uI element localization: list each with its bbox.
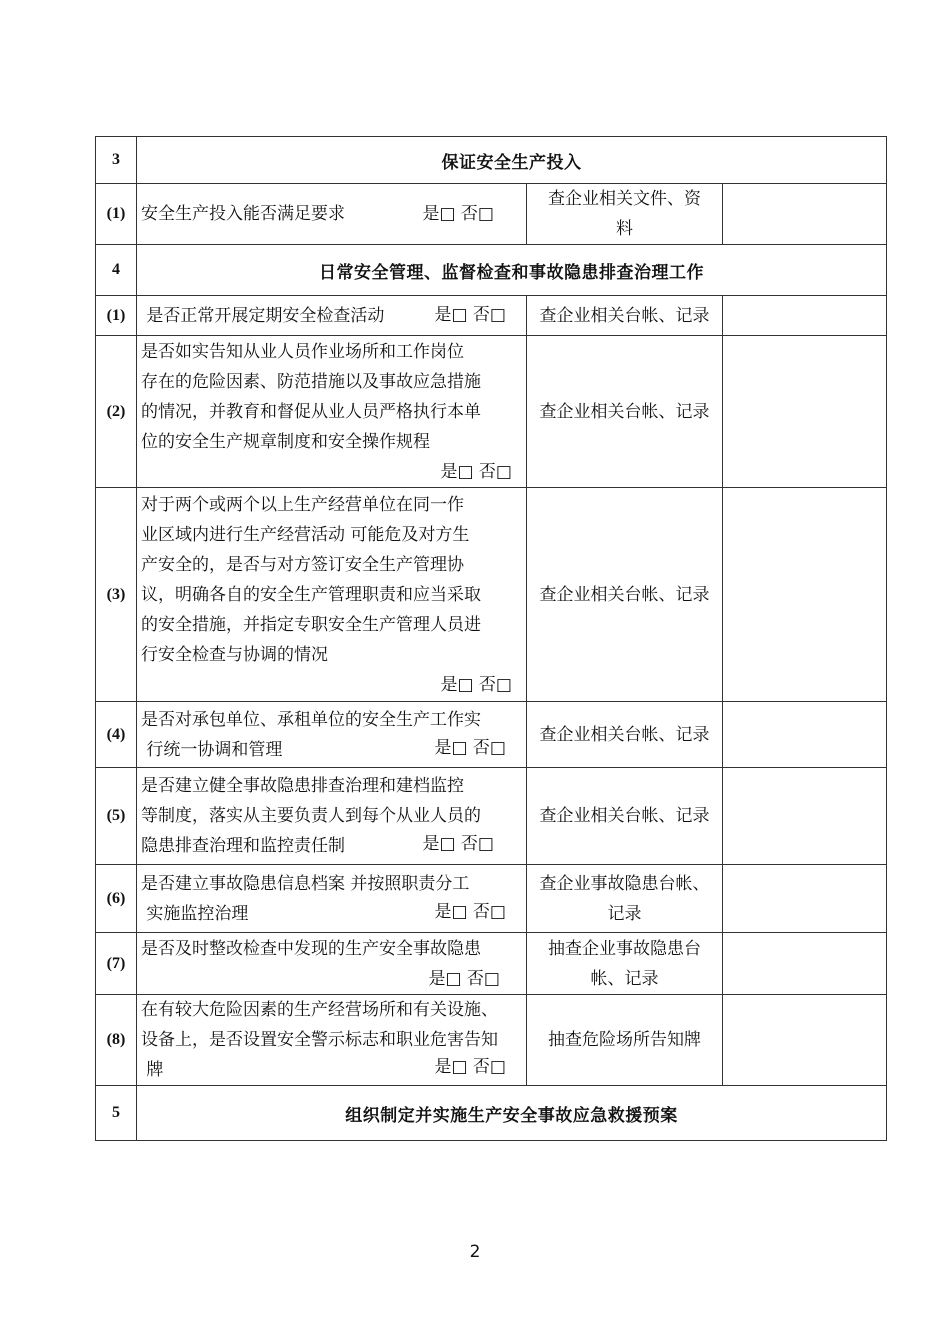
page-number: 2 xyxy=(469,1242,481,1262)
result-cell xyxy=(723,488,887,702)
section-number: 3 xyxy=(96,137,137,184)
item-number: (3) xyxy=(96,488,137,702)
section-row xyxy=(96,137,887,184)
item-content xyxy=(137,702,527,768)
item-content xyxy=(137,933,527,995)
yes-no-checkbox: 是□ 否□ xyxy=(440,674,512,695)
section-title: 日常安全管理、监督检查和事故隐患排查治理工作 xyxy=(137,245,887,296)
result-cell xyxy=(723,702,887,768)
section-title: 组织制定并实施生产安全事故应急救援预案 xyxy=(137,1086,887,1141)
section-number: 5 xyxy=(96,1086,137,1141)
yes-no-checkbox: 是□ 否□ xyxy=(434,1057,506,1077)
result-cell xyxy=(723,296,887,336)
item-number: (2) xyxy=(96,336,137,488)
item-text: 是否正常开展定期安全检查活动 xyxy=(141,305,385,326)
yes-no-checkbox: 是□ 否□ xyxy=(434,738,506,758)
item-row xyxy=(96,702,887,768)
item-text: 对于两个或两个以上生产经营单位在同一作 业区域内进行生产经营活动 可能危及对方生 产安全的，是否与对方签订安全生产管理协 议，明确各自的安全生产管理职责和应当采取 的安全措施，并指定专职安全生产管理人员进 行安全检查与协调的情况 xyxy=(141,494,481,665)
item-row xyxy=(96,933,887,995)
item-number: (5) xyxy=(96,768,137,865)
item-row xyxy=(96,488,887,702)
yes-no-checkbox: 是□ 否□ xyxy=(440,461,512,482)
item-number: (1) xyxy=(96,184,137,245)
item-content xyxy=(137,768,527,865)
result-cell xyxy=(723,336,887,488)
item-number: (4) xyxy=(96,702,137,768)
yes-no-checkbox: 是□ 否□ xyxy=(434,902,506,922)
item-text: 是否对承包单位、承租单位的安全生产工作实 行统一协调和管理 xyxy=(141,709,481,760)
check-method: 查企业相关文件、资 料 xyxy=(527,184,723,245)
item-text: 在有较大危险因素的生产经营场所和有关设施、 设备上，是否设置安全警示标志和职业危害告知 牌 xyxy=(141,1000,498,1080)
item-text: 是否建立事故隐患信息档案 并按照职责分工 实施监控治理 xyxy=(141,873,470,924)
result-cell xyxy=(723,768,887,865)
item-text: 是否如实告知从业人员作业场所和工作岗位 存在的危险因素、防范措施以及事故应急措施 的情况，并教育和督促从业人员严格执行本单 位的安全生产规章制度和安全操作规程 xyxy=(141,341,481,452)
item-text: 安全生产投入能否满足要求 xyxy=(141,204,345,224)
item-row xyxy=(96,184,887,245)
check-method: 查企业相关台帐、记录 xyxy=(527,296,723,336)
item-content xyxy=(137,336,527,488)
item-content xyxy=(137,184,527,245)
item-content xyxy=(137,995,527,1086)
item-number: (8) xyxy=(96,995,137,1086)
check-method: 查企业事故隐患台帐、 记录 xyxy=(527,865,723,933)
check-method: 查企业相关台帐、记录 xyxy=(527,768,723,865)
check-method: 抽查危险场所告知牌 xyxy=(527,995,723,1086)
item-row xyxy=(96,995,887,1086)
result-cell xyxy=(723,933,887,995)
inspection-table xyxy=(95,136,887,1141)
yes-no-checkbox: 是□ 否□ xyxy=(422,204,494,224)
item-text: 是否建立健全事故隐患排查治理和建档监控 等制度，落实从主要负责人到每个从业人员的 隐患排查治理和监控责任制 xyxy=(141,776,481,856)
item-number: (1) xyxy=(96,296,137,336)
result-cell xyxy=(723,865,887,933)
item-text: 是否及时整改检查中发现的生产安全事故隐患 xyxy=(141,938,481,959)
item-number: (7) xyxy=(96,933,137,995)
item-content xyxy=(137,488,527,702)
section-row xyxy=(96,1086,887,1141)
item-row xyxy=(96,865,887,933)
check-method: 查企业相关台帐、记录 xyxy=(527,336,723,488)
result-cell xyxy=(723,995,887,1086)
item-number: (6) xyxy=(96,865,137,933)
yes-no-checkbox: 是□ 否□ xyxy=(434,305,506,325)
check-method: 查企业相关台帐、记录 xyxy=(527,702,723,768)
check-method: 抽查企业事故隐患台 帐、记录 xyxy=(527,933,723,995)
result-cell xyxy=(723,184,887,245)
section-title: 保证安全生产投入 xyxy=(137,137,887,184)
item-row xyxy=(96,296,887,336)
yes-no-checkbox: 是□ 否□ xyxy=(428,968,500,989)
check-method: 查企业相关台帐、记录 xyxy=(527,488,723,702)
section-number: 4 xyxy=(96,245,137,296)
yes-no-checkbox: 是□ 否□ xyxy=(422,834,494,854)
item-row xyxy=(96,768,887,865)
item-content xyxy=(137,865,527,933)
section-row xyxy=(96,245,887,296)
item-content xyxy=(137,296,527,336)
item-row xyxy=(96,336,887,488)
